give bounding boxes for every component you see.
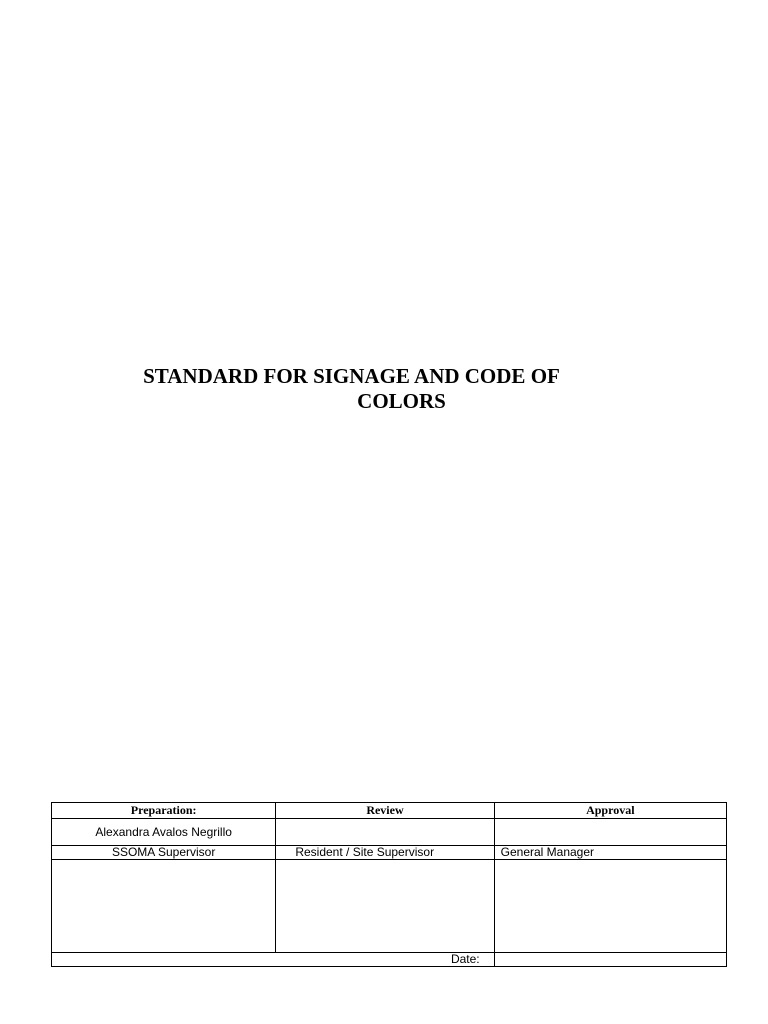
approval-table-date-row [52,953,727,967]
preparation-name-cell: Alexandra Avalos Negrillo [52,819,276,846]
approval-name-cell [494,819,726,846]
approval-table-signature-row [52,860,727,953]
approval-role-cell: General Manager [494,846,726,860]
approval-table-role-row [52,846,727,860]
approval-table [51,802,727,967]
preparation-signature-cell [52,860,276,953]
preparation-header: Preparation: [52,803,276,819]
review-role-cell: Resident / Site Supervisor [276,846,494,860]
document-title-line-1: STANDARD FOR SIGNAGE AND CODE OF [143,364,560,388]
review-header: Review [276,803,494,819]
date-label-cell: Date: [52,953,495,967]
review-signature-cell [276,860,494,953]
date-value-cell [494,953,726,967]
approval-signature-cell [494,860,726,953]
approval-header: Approval [494,803,726,819]
review-name-cell [276,819,494,846]
document-title-line-2: COLORS [357,389,446,413]
approval-table-name-row [52,819,727,846]
preparation-role-cell: SSOMA Supervisor [52,846,276,860]
document-title [0,364,703,414]
approval-table-header-row [52,803,727,819]
